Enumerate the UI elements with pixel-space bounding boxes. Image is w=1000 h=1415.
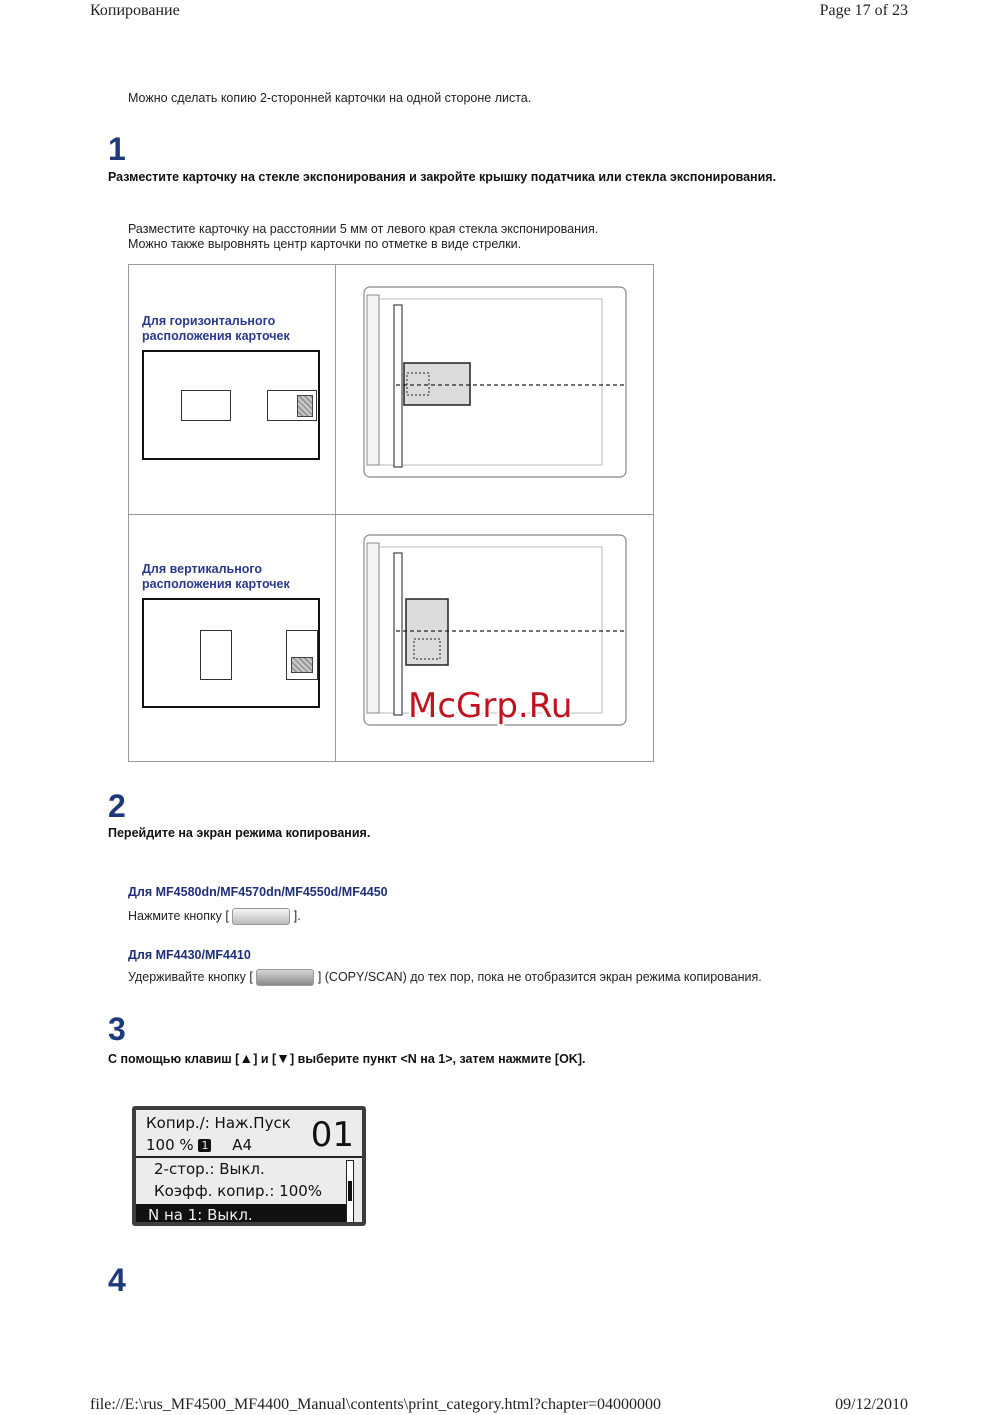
vertical-label-line1: Для вертикального <box>142 562 263 576</box>
intro-text: Можно сделать копию 2-сторонней карточки на одной стороне листа. <box>128 91 532 105</box>
lcd-scrollbar <box>346 1160 354 1224</box>
horizontal-label <box>142 314 290 344</box>
lcd-menu-item-n-on-1: N на 1: Выкл. <box>148 1206 253 1224</box>
model-group-b-instruction: Удерживайте кнопку [ ] (COPY/SCAN) до тех пор, пока не отобразится экран режима копирования. <box>128 969 762 986</box>
up-arrow-icon: ▲ <box>239 1050 254 1066</box>
photo-icon <box>297 395 313 417</box>
platen-horizontal-illustration <box>336 265 654 514</box>
lcd-separator <box>136 1156 362 1158</box>
horizontal-label-line1: Для горизонтального <box>142 314 276 328</box>
card-front <box>181 390 231 421</box>
lcd-scroll-thumb <box>348 1181 352 1201</box>
copy-key-icon <box>232 908 290 925</box>
lcd-settings-line: 100 % 1 A4 <box>146 1136 253 1154</box>
step-2-number: 2 <box>108 788 126 824</box>
model-group-a-title: Для MF4580dn/MF4570dn/MF4550d/MF4450 <box>128 885 388 899</box>
photo-icon <box>291 657 313 673</box>
lcd-menu-item-ratio: Коэфф. копир.: 100% <box>154 1182 323 1200</box>
placement-diagram <box>128 264 654 762</box>
lcd-menu-item-selected <box>136 1204 348 1226</box>
page-footer-path: file://E:\rus_MF4500_MF4400_Manual\contents\print_category.html?chapter=04000000 <box>90 1396 662 1413</box>
model-group-a-instruction: Нажмите кнопку [ ]. <box>128 908 301 925</box>
page-footer-date: 09/12/2010 <box>835 1396 908 1413</box>
lcd-tray-badge: 1 <box>198 1139 211 1152</box>
copy-scan-key-icon <box>256 969 314 986</box>
vertical-label-line2: расположения карточек <box>142 577 290 591</box>
model-group-b-title: Для MF4430/MF4410 <box>128 948 251 962</box>
page-number: Page 17 of 23 <box>819 2 908 19</box>
step-3-number: 3 <box>108 1011 126 1047</box>
lcd-display <box>132 1106 366 1226</box>
card-back <box>267 390 317 421</box>
horizontal-label-line2: расположения карточек <box>142 329 290 343</box>
step-1-number: 1 <box>108 131 126 167</box>
card-front <box>200 630 232 680</box>
horizontal-sheet-illustration <box>142 350 320 460</box>
vertical-label <box>142 562 290 592</box>
page-header-title: Копирование <box>90 2 180 19</box>
step-1-note-line1: Разместите карточку на расстоянии 5 мм от левого края стекла экспонирования. <box>128 222 599 236</box>
lcd-copy-count: 01 <box>310 1115 354 1155</box>
step-3-title: С помощью клавиш [▲] и [▼] выберите пункт <N на 1>, затем нажмите [OK]. <box>108 1050 586 1066</box>
down-arrow-icon: ▼ <box>276 1050 291 1066</box>
lcd-menu-item-2sided: 2-стор.: Выкл. <box>154 1160 265 1178</box>
step-1-note-line2: Можно также выровнять центр карточки по отметке в виде стрелки. <box>128 237 522 251</box>
step-2-title: Перейдите на экран режима копирования. <box>108 826 371 840</box>
card-back <box>286 630 318 680</box>
watermark: McGrp.Ru <box>408 686 573 726</box>
vertical-sheet-illustration <box>142 598 320 708</box>
lcd-status-line: Копир./: Наж.Пуск <box>146 1114 291 1132</box>
step-1-title: Разместите карточку на стекле экспонирования и закройте крышку податчика или стекла экспонирования. <box>108 170 777 184</box>
step-4-number: 4 <box>108 1262 126 1298</box>
